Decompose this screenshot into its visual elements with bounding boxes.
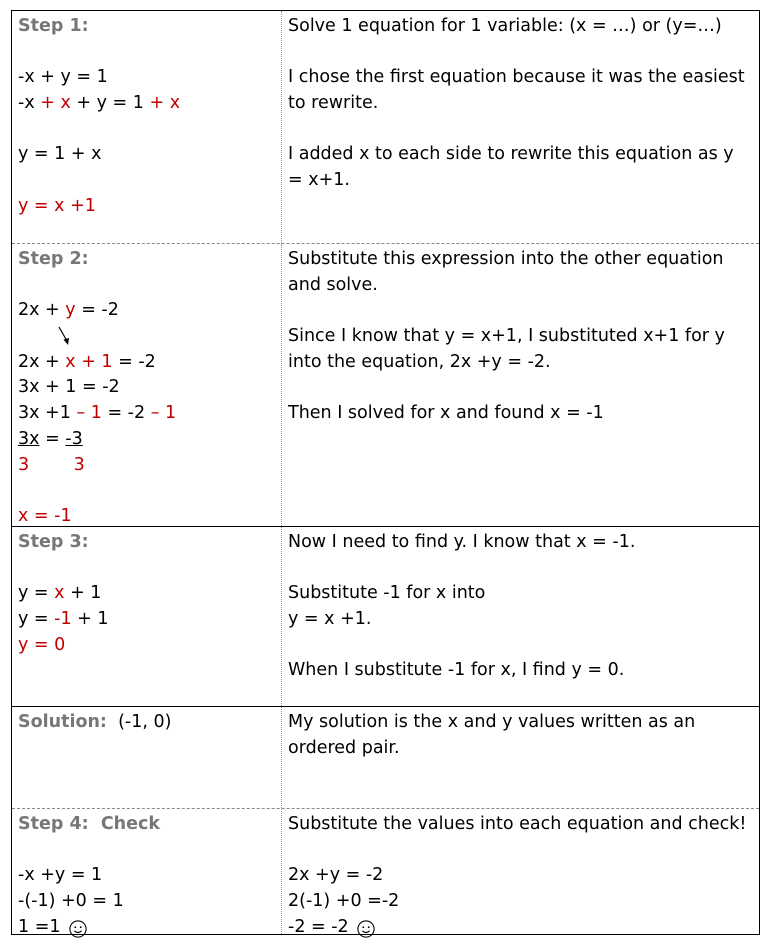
- solution-row: [12, 706, 759, 808]
- step-1-work-cell: [12, 11, 282, 243]
- explanation-line: [288, 581, 753, 607]
- equation-text: =: [39, 428, 66, 449]
- explanation-text: y = x +1.: [288, 609, 372, 630]
- work-line: [18, 889, 275, 915]
- explanation-line: [288, 710, 753, 761]
- explanation-text: 2x +y = -2: [288, 865, 384, 886]
- solution-work-cell: [12, 707, 282, 808]
- equation-text: + y = 1: [70, 93, 150, 114]
- work-line: [18, 478, 275, 504]
- equation-text: = -2: [101, 403, 151, 424]
- work-line: [18, 401, 275, 427]
- work-line: [18, 530, 275, 556]
- solution-explanation-cell: [282, 707, 759, 808]
- equation-text: y = x +1: [18, 195, 96, 216]
- work-line: [18, 40, 275, 66]
- explanation-text: Now I need to find y. I know that x = -1.: [288, 532, 636, 552]
- equation-text: 3x: [18, 428, 40, 449]
- explanation-line: [288, 14, 753, 40]
- work-line: [18, 324, 275, 350]
- equation-text: = -2: [75, 300, 119, 321]
- work-line: [18, 91, 275, 117]
- substitution-arrow-icon: [53, 324, 83, 349]
- work-line: [18, 14, 275, 40]
- explanation-line: [288, 324, 753, 375]
- equation-text: 2x +: [18, 300, 66, 321]
- explanation-line: [288, 607, 753, 633]
- explanation-text: I chose the first equation because it was the easiest to rewrite.: [288, 67, 745, 114]
- equation-text: y = 0: [18, 634, 66, 655]
- explanation-line: [288, 915, 753, 941]
- explanation-text: Substitute this expression into the other equation and solve.: [288, 249, 724, 295]
- equation-text: -x: [18, 93, 41, 114]
- equation-text: y = 1 + x: [18, 144, 102, 165]
- equation-text: -x +y = 1: [18, 865, 103, 886]
- work-line: [18, 375, 275, 401]
- equation-text: + 1: [71, 609, 109, 630]
- step-3-row: [12, 526, 759, 706]
- explanation-line: [288, 65, 753, 116]
- explanation-line: [288, 556, 753, 582]
- equation-text: 2x +: [18, 351, 66, 372]
- work-line: [18, 915, 275, 941]
- explanation-text: Solve 1 equation for 1 variable: (x = …) or (y=…): [288, 16, 722, 36]
- equation-text: + 1: [64, 583, 102, 604]
- work-line: [18, 350, 275, 376]
- explanation-text: Substitute -1 for x into: [288, 583, 486, 604]
- explanation-line: [288, 298, 753, 324]
- explanation-line: [288, 889, 753, 915]
- step-1-row: [12, 11, 759, 243]
- equation-text: x: [54, 583, 65, 604]
- equation-text: y =: [18, 609, 55, 630]
- work-line: [18, 863, 275, 889]
- equation-text: – 1: [76, 403, 102, 424]
- work-line: [18, 812, 275, 838]
- equation-text: (-1, 0): [106, 712, 172, 732]
- work-line: [18, 838, 275, 864]
- step-2-work-cell: [12, 244, 282, 526]
- equation-text: + x: [149, 93, 181, 114]
- equation-text: -1: [54, 609, 72, 630]
- work-line: [18, 65, 275, 91]
- explanation-line: [288, 142, 753, 193]
- work-line: [18, 581, 275, 607]
- smiley-face-icon: [69, 920, 87, 938]
- explanation-line: [288, 247, 753, 298]
- work-line: [18, 247, 275, 273]
- equation-text: 3x + 1 = -2: [18, 377, 120, 398]
- smiley-face-icon: [357, 920, 375, 938]
- work-line: [18, 710, 275, 736]
- step-4-explanation-cell: [282, 809, 759, 937]
- equation-text: + x: [40, 93, 71, 114]
- step-4-row: [12, 808, 759, 937]
- explanation-text: 2(-1) +0 =-2: [288, 891, 400, 912]
- work-line: [18, 556, 275, 582]
- equation-text: x + 1: [65, 351, 113, 372]
- explanation-line: [288, 658, 753, 684]
- explanation-line: [288, 812, 753, 838]
- work-line: [18, 453, 275, 479]
- equation-text: y: [65, 300, 76, 321]
- solution-table: [11, 10, 760, 935]
- step-3-work-cell: [12, 527, 282, 706]
- work-line: [18, 168, 275, 194]
- equation-text: -x + y = 1: [18, 67, 108, 88]
- work-line: [18, 607, 275, 633]
- work-line: [18, 633, 275, 659]
- explanation-text: Then I solved for x and found x = -1: [288, 403, 604, 424]
- work-line: [18, 117, 275, 143]
- explanation-line: [288, 401, 753, 427]
- step-1-explanation-cell: [282, 11, 759, 243]
- explanation-text: My solution is the x and y values written as an ordered pair.: [288, 712, 696, 758]
- step-2-row: [12, 243, 759, 526]
- equation-text: 3 3: [18, 454, 85, 475]
- explanation-text: I added x to each side to rewrite this equation as y = x+1.: [288, 144, 734, 191]
- step-heading: Step 2:: [18, 249, 89, 269]
- explanation-text: Since I know that y = x+1, I substituted x+1 for y into the equation, 2x +y = -2.: [288, 326, 725, 372]
- equation-text: x = -1: [18, 505, 72, 526]
- work-line: [18, 194, 275, 220]
- explanation-text: -2 = -2: [288, 916, 349, 937]
- work-line: [18, 142, 275, 168]
- step-4-work-cell: [12, 809, 282, 937]
- step-heading: Step 3:: [18, 532, 89, 552]
- equation-text: = -2: [112, 351, 156, 372]
- explanation-text: When I substitute -1 for x, I find y = 0.: [288, 660, 625, 681]
- explanation-line: [288, 863, 753, 889]
- explanation-line: [288, 633, 753, 659]
- step-heading: Step 4: Check: [18, 814, 160, 834]
- work-line: [18, 427, 275, 453]
- explanation-line: [288, 530, 753, 556]
- equation-text: y =: [18, 583, 55, 604]
- equation-text: 1 =1: [18, 916, 61, 937]
- equation-text: – 1: [150, 403, 177, 424]
- step-heading: Step 1:: [18, 16, 89, 36]
- explanation-text: Substitute the values into each equation and check!: [288, 814, 747, 834]
- step-3-explanation-cell: [282, 527, 759, 706]
- work-line: [18, 298, 275, 324]
- equation-text: -(-1) +0 = 1: [18, 891, 124, 912]
- explanation-line: [288, 375, 753, 401]
- step-heading: Solution:: [18, 712, 107, 732]
- equation-text: 3x +1: [18, 403, 77, 424]
- step-2-explanation-cell: [282, 244, 759, 526]
- equation-text: -3: [65, 428, 83, 449]
- work-line: [18, 273, 275, 299]
- explanation-line: [288, 40, 753, 66]
- explanation-line: [288, 117, 753, 143]
- explanation-line: [288, 838, 753, 864]
